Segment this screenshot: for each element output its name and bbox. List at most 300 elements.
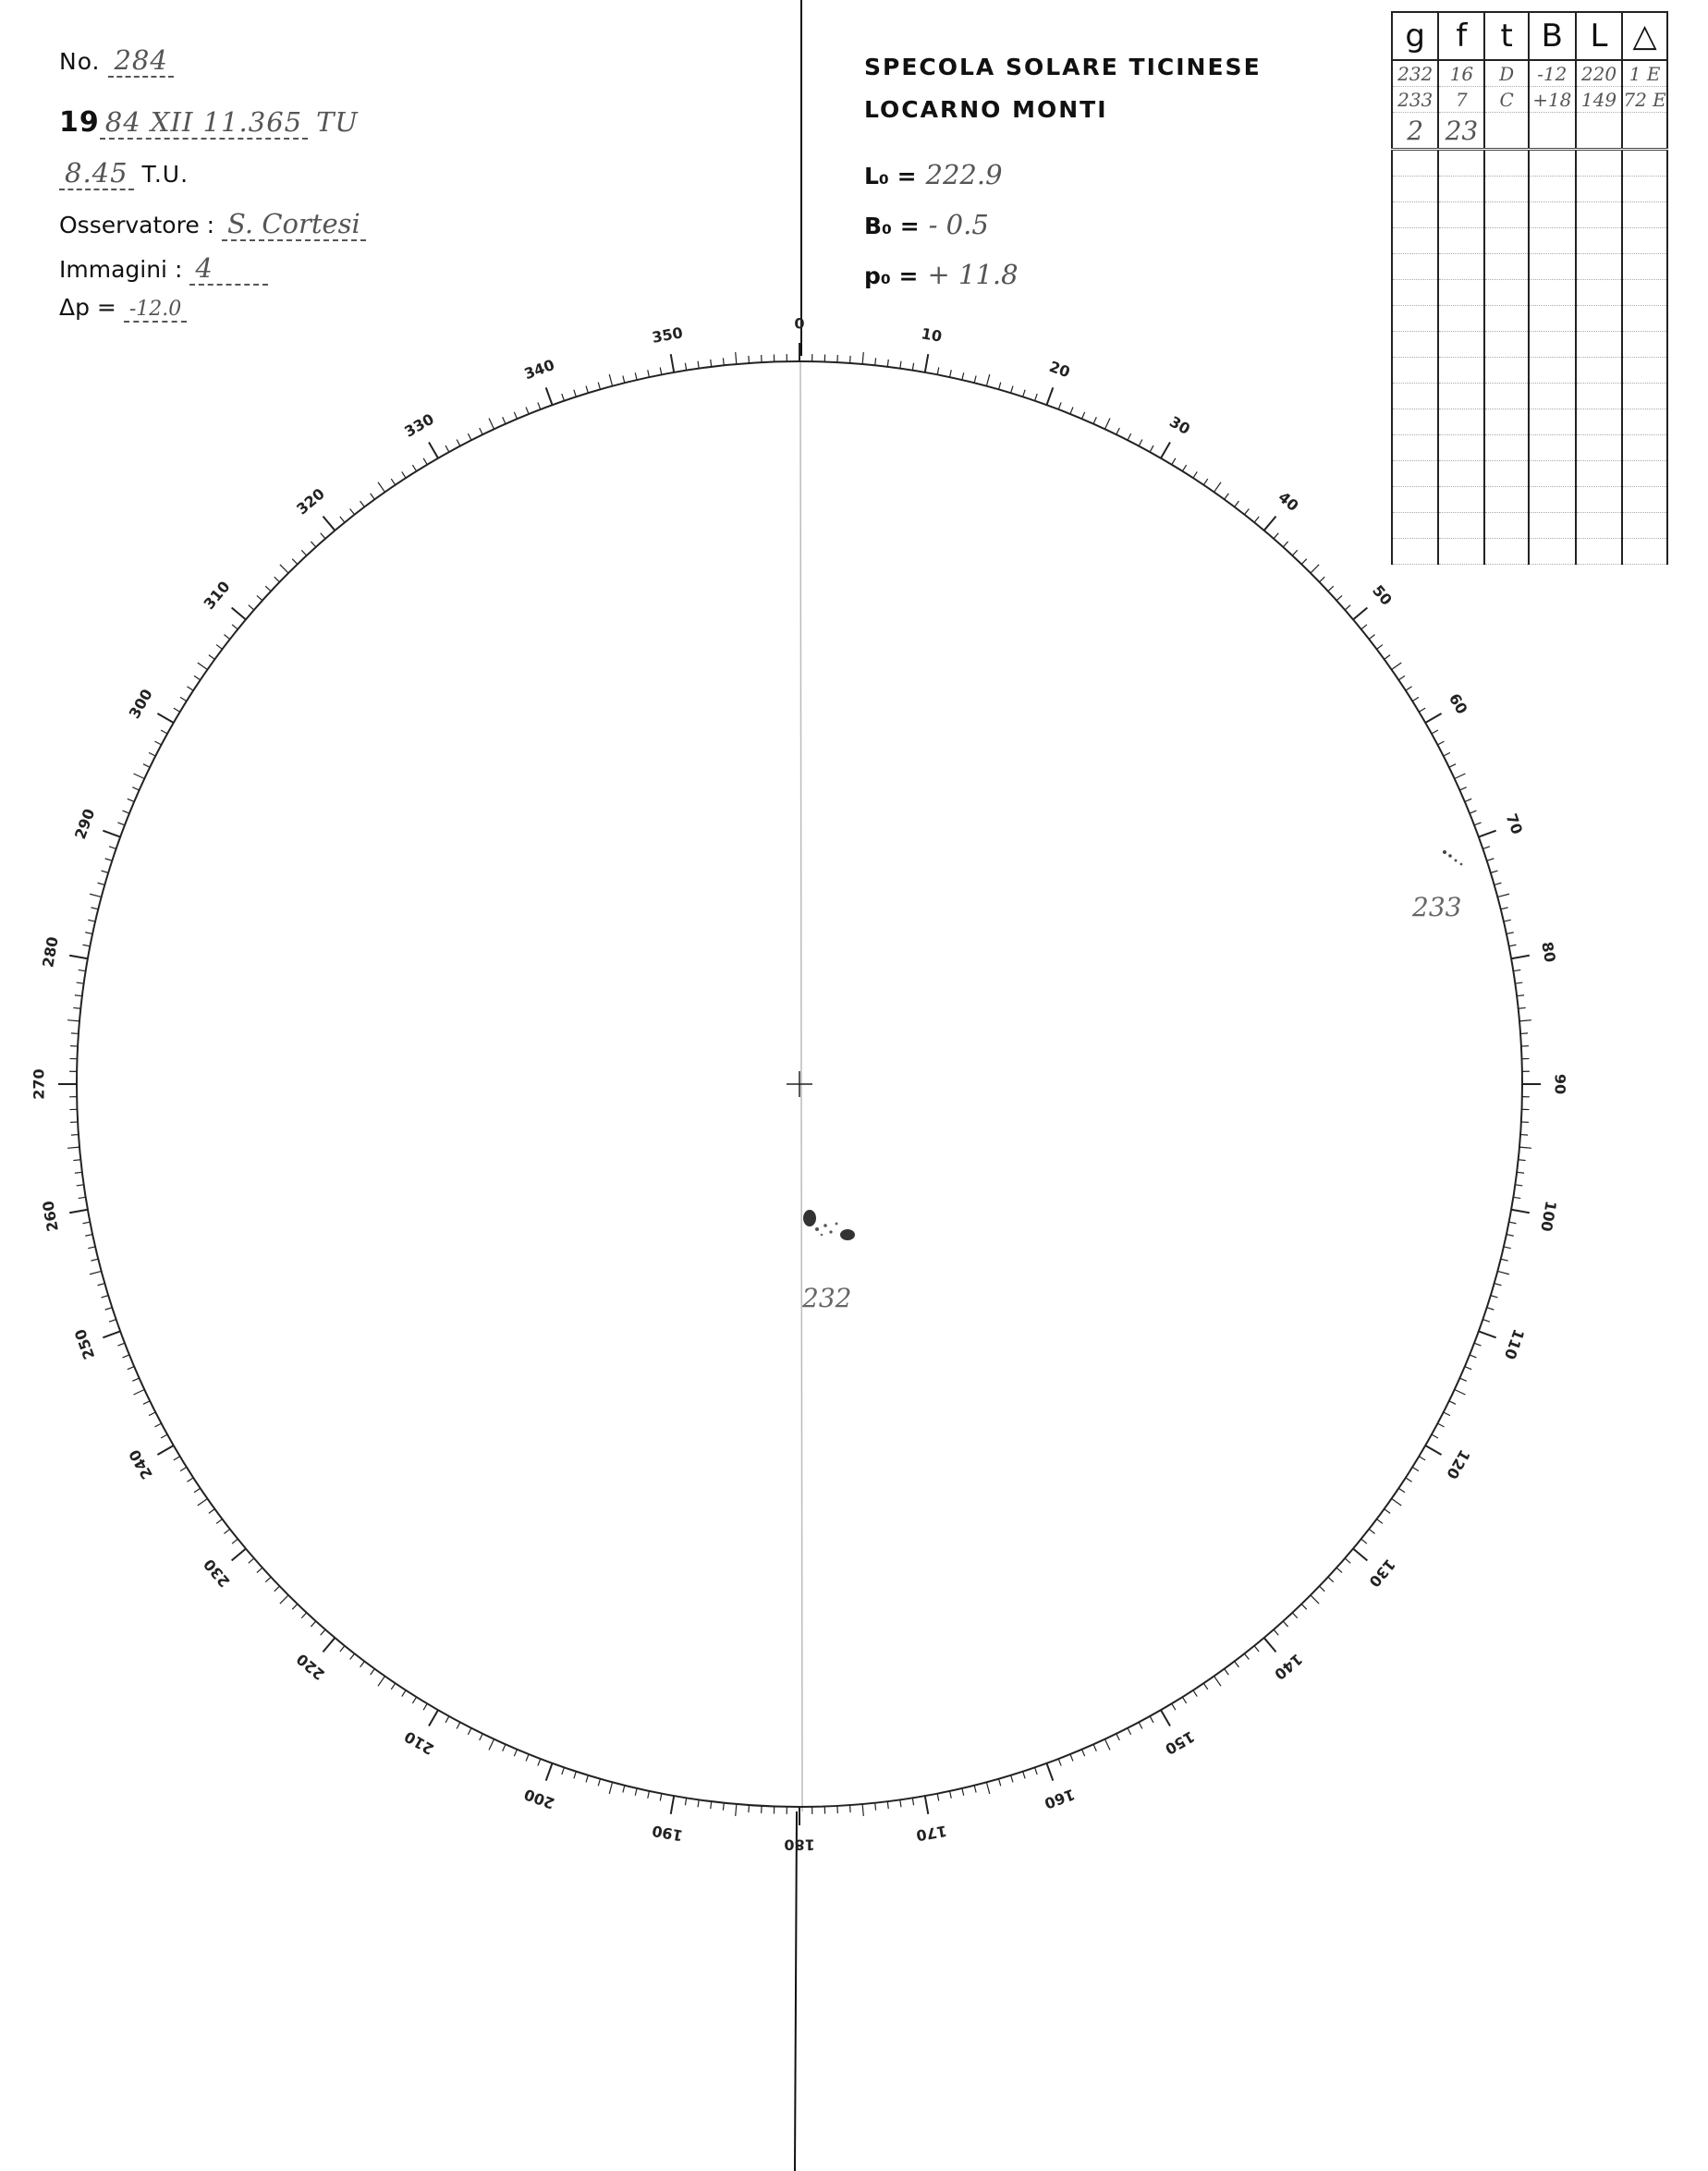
degree-tick bbox=[586, 1775, 588, 1783]
degree-tick bbox=[974, 1786, 976, 1793]
degree-tick bbox=[862, 352, 863, 364]
degree-tick bbox=[91, 908, 98, 909]
sunspot-group-233 bbox=[1443, 850, 1462, 865]
degree-label-100: 100 bbox=[1537, 1199, 1560, 1234]
degree-label-260: 260 bbox=[39, 1199, 62, 1234]
degree-tick bbox=[85, 933, 92, 934]
degree-tick bbox=[232, 1539, 238, 1543]
degree-tick bbox=[1011, 1775, 1013, 1783]
degree-tick bbox=[1425, 1445, 1441, 1455]
degree-tick bbox=[635, 1788, 637, 1796]
degree-tick bbox=[103, 1331, 120, 1337]
degree-tick bbox=[1235, 1662, 1239, 1667]
degree-tick bbox=[445, 1716, 449, 1723]
degree-tick bbox=[123, 811, 129, 813]
degree-tick bbox=[1385, 1509, 1390, 1514]
degree-tick bbox=[391, 1683, 395, 1689]
degree-tick bbox=[1519, 1147, 1531, 1148]
degree-tick bbox=[562, 1767, 565, 1775]
degree-tick bbox=[671, 1796, 674, 1814]
degree-tick bbox=[1517, 1172, 1524, 1173]
degree-tick bbox=[1193, 1690, 1197, 1697]
center-cross bbox=[787, 1071, 812, 1097]
degree-tick bbox=[133, 1389, 144, 1394]
degree-tick bbox=[1361, 625, 1367, 629]
degree-tick bbox=[412, 1697, 416, 1703]
degree-tick bbox=[161, 730, 167, 734]
degree-label-340: 340 bbox=[521, 355, 557, 384]
degree-tick bbox=[98, 883, 105, 884]
degree-tick bbox=[736, 352, 737, 364]
degree-label-280: 280 bbox=[39, 934, 62, 970]
cell: -12 bbox=[1529, 60, 1576, 87]
degree-tick bbox=[71, 1033, 79, 1034]
degree-tick bbox=[423, 458, 427, 465]
degree-tick bbox=[88, 1247, 95, 1249]
degree-label-290: 290 bbox=[70, 806, 99, 842]
vertical-axis-bottom bbox=[795, 1811, 797, 2171]
degree-label-270: 270 bbox=[30, 1068, 48, 1100]
degree-tick bbox=[157, 1445, 173, 1455]
degree-tick bbox=[1193, 471, 1197, 478]
sheet-number-value: 284 bbox=[108, 44, 173, 78]
degree-tick bbox=[360, 1662, 365, 1667]
degree-tick bbox=[1320, 1586, 1325, 1592]
degree-tick bbox=[526, 1754, 529, 1761]
degree-tick bbox=[586, 386, 588, 394]
degree-tick bbox=[526, 408, 529, 414]
degree-tick bbox=[1254, 1646, 1259, 1652]
degree-tick bbox=[1444, 752, 1450, 756]
degree-tick bbox=[69, 956, 88, 958]
sunspot-group-232 bbox=[803, 1210, 855, 1240]
degree-tick bbox=[1336, 595, 1342, 600]
degree-tick bbox=[1419, 1457, 1425, 1460]
degree-label-180: 180 bbox=[784, 1836, 815, 1854]
degree-tick bbox=[1398, 676, 1405, 679]
degree-tick bbox=[1172, 458, 1176, 465]
degree-tick bbox=[635, 372, 637, 380]
degree-label-220: 220 bbox=[293, 1650, 328, 1684]
degree-tick bbox=[986, 374, 989, 386]
degree-tick bbox=[371, 494, 375, 499]
degree-tick bbox=[480, 428, 483, 434]
degree-tick bbox=[128, 1367, 134, 1370]
degree-tick bbox=[1283, 1621, 1287, 1627]
degree-tick bbox=[154, 741, 161, 745]
sheet-number-label: No. bbox=[59, 48, 101, 75]
degree-tick bbox=[1497, 1271, 1509, 1274]
degree-tick bbox=[1432, 1434, 1438, 1438]
degree-tick bbox=[198, 1499, 208, 1506]
cell: 220 bbox=[1576, 60, 1622, 87]
degree-tick bbox=[429, 442, 438, 457]
degree-tick bbox=[1254, 517, 1259, 522]
degree-tick bbox=[1070, 408, 1073, 414]
degree-tick bbox=[311, 542, 315, 547]
degree-tick bbox=[83, 1222, 91, 1224]
spot-label-232: 232 bbox=[802, 1283, 852, 1313]
degree-tick bbox=[1444, 1412, 1450, 1416]
degree-tick bbox=[850, 1805, 851, 1812]
degree-tick bbox=[1311, 1595, 1319, 1604]
degree-tick bbox=[1128, 433, 1131, 440]
degree-tick bbox=[574, 390, 576, 397]
degree-tick bbox=[660, 1794, 662, 1801]
degree-tick bbox=[887, 360, 888, 367]
degree-tick bbox=[274, 1586, 280, 1592]
degree-tick bbox=[1058, 402, 1061, 409]
degree-tick bbox=[1345, 1558, 1350, 1563]
col-g: g bbox=[1392, 12, 1438, 60]
degree-tick bbox=[562, 394, 565, 401]
degree-tick bbox=[1328, 586, 1334, 591]
degree-tick bbox=[75, 995, 82, 996]
degree-tick bbox=[1520, 1135, 1528, 1136]
degree-tick bbox=[648, 1791, 650, 1799]
degree-tick bbox=[962, 1788, 964, 1796]
degree-tick bbox=[323, 517, 335, 531]
degree-tick bbox=[1264, 517, 1276, 531]
degree-tick bbox=[1182, 1697, 1186, 1703]
degree-tick bbox=[1203, 479, 1207, 485]
degree-label-170: 170 bbox=[914, 1822, 949, 1845]
degree-tick bbox=[412, 465, 416, 471]
degree-tick bbox=[280, 565, 288, 573]
observatory-location: LOCARNO MONTI bbox=[864, 96, 1108, 123]
degree-label-300: 300 bbox=[125, 686, 156, 722]
degree-label-190: 190 bbox=[650, 1822, 685, 1845]
degree-tick bbox=[1517, 995, 1524, 996]
degree-tick bbox=[1139, 439, 1142, 445]
degree-tick bbox=[862, 1804, 863, 1816]
degree-tick bbox=[402, 1690, 406, 1697]
degree-tick bbox=[1150, 1716, 1153, 1723]
date-value: 84 XII 11.365 bbox=[100, 106, 308, 140]
degree-tick bbox=[1465, 1367, 1471, 1370]
degree-tick bbox=[79, 1197, 86, 1198]
degree-tick bbox=[1470, 811, 1476, 813]
degree-tick bbox=[1479, 1331, 1496, 1337]
degree-tick bbox=[292, 1604, 298, 1610]
observatory-name: SPECOLA SOLARE TICINESE bbox=[864, 54, 1262, 80]
degree-tick bbox=[371, 1669, 375, 1675]
degree-tick bbox=[180, 697, 187, 701]
degree-tick bbox=[1182, 465, 1186, 471]
delta-p-value: -12.0 bbox=[124, 298, 187, 323]
degree-tick bbox=[1482, 1320, 1490, 1323]
degree-tick bbox=[73, 1007, 80, 1008]
degree-tick bbox=[1082, 1750, 1085, 1756]
degree-tick bbox=[77, 1185, 84, 1186]
degree-label-140: 140 bbox=[1271, 1650, 1306, 1684]
degree-tick bbox=[391, 479, 395, 485]
degree-tick bbox=[1509, 945, 1517, 946]
degree-tick bbox=[1519, 1020, 1531, 1021]
degree-tick bbox=[1419, 708, 1425, 712]
degree-tick bbox=[1406, 1478, 1412, 1482]
degree-tick bbox=[1474, 823, 1481, 825]
degree-tick bbox=[103, 831, 120, 837]
cell: 7 bbox=[1438, 87, 1484, 113]
degree-tick bbox=[912, 363, 913, 371]
degree-tick bbox=[69, 1210, 88, 1213]
B0-label: B₀ = bbox=[864, 213, 920, 239]
degree-tick bbox=[128, 799, 134, 801]
degree-tick bbox=[711, 1801, 712, 1809]
degree-tick bbox=[350, 508, 355, 514]
degree-tick bbox=[77, 982, 84, 983]
degree-label-230: 230 bbox=[200, 1555, 234, 1591]
degree-tick bbox=[83, 945, 91, 946]
degree-tick bbox=[1082, 412, 1085, 419]
degree-tick bbox=[1507, 933, 1514, 934]
degree-tick bbox=[257, 1567, 262, 1572]
degree-tick bbox=[1520, 1033, 1528, 1034]
delta-p-label: Δp = bbox=[59, 294, 116, 321]
degree-tick bbox=[900, 361, 901, 369]
degree-tick bbox=[1225, 494, 1229, 499]
degree-tick bbox=[1487, 859, 1494, 860]
degree-tick bbox=[514, 412, 517, 419]
degree-tick bbox=[1116, 428, 1120, 434]
degree-tick bbox=[1507, 1235, 1514, 1237]
degree-tick bbox=[232, 625, 238, 629]
degree-tick bbox=[1479, 831, 1496, 837]
degree-tick bbox=[1104, 418, 1109, 429]
degree-tick bbox=[1412, 1467, 1419, 1470]
cell: D bbox=[1484, 60, 1528, 87]
degree-tick bbox=[1474, 1343, 1481, 1346]
degree-tick bbox=[123, 1355, 129, 1358]
vertical-axis-inner bbox=[800, 360, 802, 1811]
cell: C bbox=[1484, 87, 1528, 113]
degree-tick bbox=[1244, 508, 1249, 514]
degree-tick bbox=[1437, 741, 1444, 745]
degree-tick bbox=[1011, 386, 1013, 394]
degree-tick bbox=[1328, 1577, 1334, 1581]
degree-tick bbox=[402, 471, 406, 478]
degree-tick bbox=[900, 1799, 901, 1807]
time-value: 8.45 bbox=[59, 157, 134, 190]
degree-tick bbox=[1058, 1759, 1061, 1765]
degree-tick bbox=[749, 1805, 750, 1812]
degree-tick bbox=[133, 774, 144, 778]
degree-tick bbox=[149, 1412, 155, 1416]
cell: 149 bbox=[1576, 87, 1622, 113]
degree-tick bbox=[1377, 645, 1383, 650]
degree-tick bbox=[736, 1804, 737, 1816]
degree-tick bbox=[67, 1020, 79, 1021]
degree-tick bbox=[1377, 1519, 1383, 1524]
total-spots: 23 bbox=[1438, 113, 1484, 150]
degree-tick bbox=[1494, 883, 1502, 884]
degree-tick bbox=[685, 1798, 686, 1805]
degree-tick bbox=[1093, 1744, 1096, 1750]
degree-tick bbox=[660, 368, 662, 375]
degree-tick bbox=[723, 358, 724, 365]
degree-tick bbox=[1449, 1401, 1456, 1405]
p0-value: + 11.8 bbox=[927, 259, 1019, 290]
degree-tick bbox=[1116, 1734, 1120, 1740]
observer-label: Osservatore : bbox=[59, 212, 215, 238]
degree-tick bbox=[249, 605, 254, 610]
degree-tick bbox=[71, 1135, 79, 1136]
degree-tick bbox=[1392, 663, 1402, 669]
degree-label-40: 40 bbox=[1275, 488, 1302, 515]
degree-tick bbox=[468, 1728, 471, 1735]
degree-tick bbox=[187, 1478, 193, 1482]
total-groups: 2 bbox=[1392, 113, 1438, 150]
year-prefix: 19 bbox=[59, 106, 100, 139]
degree-tick bbox=[1301, 1604, 1307, 1610]
degree-tick bbox=[88, 920, 95, 921]
degree-tick bbox=[1292, 550, 1297, 555]
degree-tick bbox=[1398, 1488, 1405, 1492]
degree-tick bbox=[937, 1794, 939, 1801]
degree-label-200: 200 bbox=[521, 1785, 557, 1813]
degree-tick bbox=[1369, 635, 1374, 640]
degree-tick bbox=[1491, 871, 1498, 872]
degree-tick bbox=[292, 559, 298, 565]
degree-tick bbox=[311, 1621, 315, 1627]
degree-tick bbox=[1046, 1763, 1053, 1781]
degree-tick bbox=[468, 433, 471, 440]
col-delta: △ bbox=[1622, 12, 1667, 60]
degree-tick bbox=[209, 1509, 214, 1514]
degree-tick bbox=[143, 1401, 150, 1405]
degree-tick bbox=[280, 1595, 288, 1604]
degree-tick bbox=[1459, 787, 1466, 790]
degree-tick bbox=[378, 482, 384, 493]
cell: 1 E bbox=[1622, 60, 1667, 87]
degree-tick bbox=[1437, 1423, 1444, 1427]
degree-tick bbox=[232, 1549, 246, 1561]
degree-tick bbox=[323, 1638, 335, 1652]
degree-tick bbox=[574, 1772, 576, 1779]
degree-tick bbox=[1023, 390, 1025, 397]
degree-tick bbox=[514, 1750, 517, 1756]
degree-tick bbox=[1511, 956, 1530, 958]
degree-label-50: 50 bbox=[1369, 581, 1396, 609]
degree-tick bbox=[1264, 1638, 1276, 1652]
degree-tick bbox=[1515, 982, 1522, 983]
degree-tick bbox=[538, 1759, 541, 1765]
degree-tick bbox=[194, 676, 201, 679]
degree-tick bbox=[1509, 1222, 1517, 1224]
degree-tick bbox=[157, 714, 173, 723]
degree-tick bbox=[85, 1235, 92, 1237]
degree-tick bbox=[174, 1457, 180, 1460]
degree-tick bbox=[154, 1423, 161, 1427]
degree-tick bbox=[1455, 774, 1466, 778]
degree-tick bbox=[1369, 1529, 1374, 1533]
degree-tick bbox=[1139, 1722, 1142, 1728]
degree-tick bbox=[875, 358, 876, 365]
degree-tick bbox=[598, 1779, 600, 1787]
degree-tick bbox=[1515, 1185, 1522, 1186]
degree-tick bbox=[1501, 1259, 1508, 1261]
degree-tick bbox=[209, 655, 214, 660]
degree-tick bbox=[937, 368, 939, 375]
degree-tick bbox=[489, 1739, 494, 1750]
degree-tick bbox=[321, 533, 325, 539]
degree-tick bbox=[925, 354, 928, 372]
degree-tick bbox=[538, 402, 541, 409]
degree-tick bbox=[1225, 1669, 1229, 1675]
degree-tick bbox=[378, 1677, 384, 1687]
degree-tick bbox=[546, 1763, 553, 1781]
degree-tick bbox=[1455, 1389, 1466, 1394]
degree-tick bbox=[187, 687, 193, 690]
degree-tick bbox=[912, 1798, 913, 1805]
col-t: t bbox=[1484, 12, 1528, 60]
degree-tick bbox=[1070, 1754, 1073, 1761]
date-suffix: TU bbox=[316, 106, 359, 138]
degree-tick bbox=[999, 1779, 1001, 1787]
degree-tick bbox=[91, 1259, 98, 1261]
spot-label-233: 233 bbox=[1412, 892, 1462, 922]
p0-label: p₀ = bbox=[864, 262, 919, 289]
degree-tick bbox=[999, 383, 1001, 390]
degree-tick bbox=[445, 445, 449, 452]
degree-tick bbox=[925, 1796, 928, 1814]
degree-tick bbox=[598, 383, 600, 390]
degree-tick bbox=[609, 1782, 612, 1794]
time-suffix: T.U. bbox=[141, 161, 189, 188]
degree-tick bbox=[117, 1343, 124, 1346]
cell: 16 bbox=[1438, 60, 1484, 87]
degree-tick bbox=[1292, 1613, 1297, 1618]
degree-tick bbox=[671, 354, 674, 372]
degree-tick bbox=[1465, 799, 1471, 801]
degree-label-310: 310 bbox=[200, 578, 234, 613]
degree-tick bbox=[887, 1801, 888, 1809]
degree-label-80: 80 bbox=[1538, 940, 1559, 964]
degree-tick bbox=[1504, 920, 1511, 921]
degree-tick bbox=[1501, 908, 1508, 909]
degree-tick bbox=[1203, 1683, 1207, 1689]
degree-tick bbox=[265, 1577, 271, 1581]
degree-tick bbox=[974, 375, 976, 383]
images-label: Immagini : bbox=[59, 256, 183, 283]
col-L: L bbox=[1576, 12, 1622, 60]
degree-tick bbox=[198, 663, 208, 669]
degree-tick bbox=[648, 370, 650, 377]
degree-tick bbox=[143, 764, 150, 768]
degree-tick bbox=[1320, 577, 1325, 582]
degree-label-130: 130 bbox=[1365, 1555, 1399, 1591]
degree-tick bbox=[1470, 1355, 1476, 1358]
cell: 232 bbox=[1392, 60, 1438, 87]
degree-tick bbox=[1274, 1629, 1278, 1635]
degree-tick bbox=[321, 1629, 325, 1635]
degree-tick bbox=[950, 370, 952, 377]
degree-tick bbox=[457, 439, 460, 445]
degree-tick bbox=[685, 363, 686, 371]
degree-tick bbox=[149, 752, 155, 756]
L0-value: 222.9 bbox=[925, 159, 1003, 190]
degree-tick bbox=[161, 1434, 167, 1438]
degree-tick bbox=[1491, 1296, 1498, 1298]
degree-tick bbox=[174, 708, 180, 712]
degree-label-110: 110 bbox=[1500, 1326, 1529, 1362]
degree-tick bbox=[1214, 1677, 1221, 1687]
degree-tick bbox=[301, 550, 306, 555]
cell: +18 bbox=[1529, 87, 1576, 113]
degree-tick bbox=[711, 360, 712, 367]
degree-tick bbox=[503, 1744, 506, 1750]
